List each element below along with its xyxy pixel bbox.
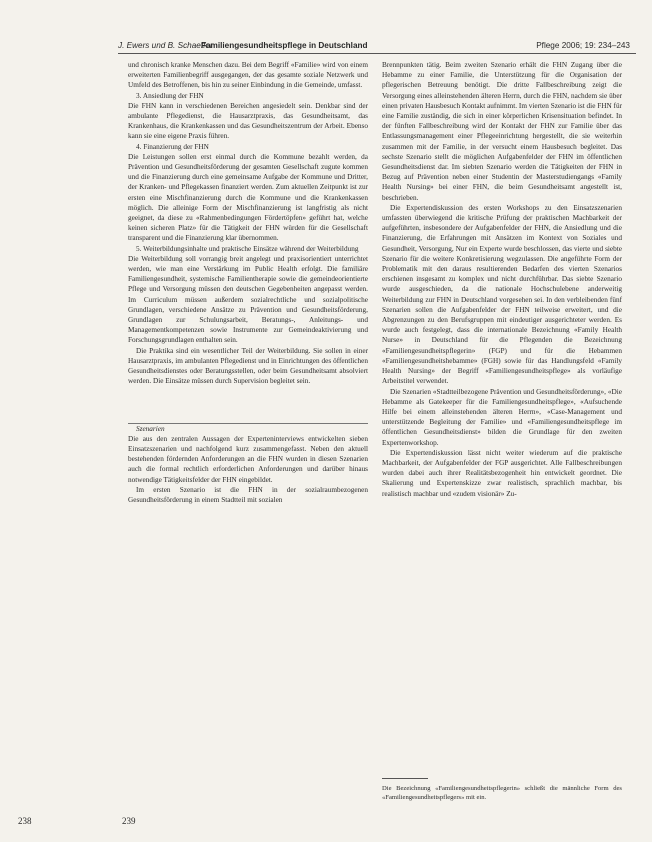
paragraph: Die Szenarien «Stadtteilbezogene Prävention und Gesundheitsförderung», «Die Hebamme als Gatekeeper für die Familiengesundheitspflege», «Aufsuchende Hilfe bei einem alleinstehenden älteren Herrn», «Case-Management und unterstützende Begleitung der Familie» und «Familiengesundheitspflege im öffentlichen Gesundheitsdienst» bilden die Grundlage für den zweiten Expertenworkshop. — [382, 387, 622, 447]
paragraph: Die Weiterbildung soll vorrangig breit angelegt und praxisorientiert unterrichtet werden, wie man eine Verstärkung im Public Health erfolgt. Die familiäre Familiengesundheit, systemische Familientherapie sowie die gemeindeorientierte Pflege und Versorgung müssen den deutschen Gegebenheiten angepasst werden. Im Curriculum müssen außerdem sozialrechtliche und sozialpolitische Grundlagen, verschiedene Ansätze zu Prävention und Gesundheitsförderung, Grundlagen zur Schulungsarbeit, Beratungs-, Anleitungs- und Managementkompetenzen sowie Instrumente zur Gemeindeaktivierung und Forschungsgrundlagen enthalten sein. — [128, 254, 368, 345]
page-number-inner: 239 — [122, 816, 136, 826]
paragraph: Die Expertendiskussion des ersten Workshops zu den Einsatzszenarien umfassten überwiegend die kritische Prüfung der praktischen Machbarkeit der aufgeführten, insbesondere der Aufgabenfelder der FHN, die Ansiedlung und die Finanzierung, die Erfahrungen mit Ansätzen im Kontext von Soziales und Gesundheit, Versorgung, Nur ein Experte wurde beschlossen, das vierte und siebte Szenario für die weitere Konkretisierung wegzulassen. Die angeführte Form der Problematik mit den daraus resultierenden Bedarfen des vierten Szenarios erschienen insgesamt zu komplex und nicht durchführbar. Das siebte Szenario wurde ausgeschieden, da die nationale Hochschulebene anderweitig Weiterbildung zur FHN in Deutschland vorgesehen sei. In den verbleibenden fünf Szenarien sollen die Aufgabenfelder der FHN teilweise erweitert, und die Abgrenzungen zu den Berufsgruppen mit eindeutiger ausgerichteter werden. Es wurde auch festgelegt, dass die internationale Bezeichnung «Family Health Nurse» in Deutschland für die Pflegenden die Bezeichnung «Familiengesundheitspflegerin» (FGP) und für die Hebammen «Familiengesundheitshebamme» (FGH) sowie für das Handlungsfeld «Family Health Nursing» der Begriff «Familiengesundheitspflege» als vorläufige Arbeitstitel verwendet. — [382, 203, 622, 386]
left-column — [128, 60, 368, 505]
header-title: Familiengesundheitspflege in Deutschland — [201, 41, 368, 50]
page-number-outer: 238 — [18, 816, 32, 826]
paragraph: Die Expertendiskussion lässt nicht weiter wiederum auf die praktische Machbarkeit, der Aufgabenfelder der FGP ausgerichtet. Alle Fallbeschreibungen wurden dabei auch ihrer Realitätsbezogenheit hin entwickelt geordnet. Die Skalierung und Expertenskizze zwar realistisch, sprachlich machbar, bis realistisch machbar und «zudem visionär» Zu- — [382, 448, 622, 498]
running-header — [118, 40, 638, 54]
header-journal: Pflege 2006; 19: 234–243 — [536, 41, 630, 50]
footnote-rule — [382, 778, 428, 779]
subheading-ansiedlung: 3. Ansiedlung der FHN — [136, 91, 204, 100]
paragraph: und chronisch kranke Menschen dazu. Bei dem Begriff «Familie» wird von einem erweiterten Familienbegriff ausgegangen, der das gesamte soziale Netzwerk und Umfeld des Betroffenen, bis hin zu seiner Einbindung in die Gemeinde, umfasst. — [128, 61, 368, 90]
paragraph: Die aus den zentralen Aussagen der Experteninterviews entwickelten sieben Einsatzszenarien und nachfolgend kurz zusammengefasst. Neben den aktuell bestehenden fördernden Anforderungen an die FHN wurden in diesen Szenarien auch die formal rechtlich erforderlichen Anforderungen und darüber hinaus notwendige Tätigkeitsfelder der FHN eingebildet. — [128, 434, 368, 484]
paragraph: Die FHN kann in verschiedenen Bereichen angesiedelt sein. Denkbar sind der ambulante Pflegedienst, die Hausarztpraxis, das Gesundheitsamt, das Krankenhaus, die Krankenkassen und das Gesundheitszentrum der Arbeit. Ebenso kann sie eine eigene Praxis führen. — [128, 101, 368, 141]
subheading-finanzierung: 4. Finanzierung der FHN — [136, 142, 209, 151]
right-column — [382, 60, 622, 499]
paragraph: Im ersten Szenario ist die FHN in der sozialraumbezogenen Gesundheitsförderung in einem Stadtteil mit sozialen — [128, 485, 368, 504]
footnote: Die Bezeichnung «Familiengesundheitspflegerin» schließt die männliche Form des «Familiengesundheitspflegers» mit ein. — [382, 785, 622, 802]
section-title: Szenarien — [136, 424, 165, 433]
paragraph: Die Praktika sind ein wesentlicher Teil der Weiterbildung. Sie sollen in einer Hausarztpraxis, im ambulanten Pflegedienst und in Einrichtungen des öffentlichen Gesundheitsdienstes oder Beratungsstellen, oder beim Gesundheitsamt absolviert werden. Die Einsätze müssen durch Supervision begleitet sein. — [128, 346, 368, 386]
header-authors: J. Ewers und B. Schaeffer — [118, 41, 213, 50]
header-rule — [118, 53, 636, 54]
paragraph: Die Leistungen sollen erst einmal durch die Kommune bezahlt werden, da Prävention und Gesundheitsförderung der gesamten Gesellschaft zugute kommen und die Finanzierung durch eine gemeinsame Aufgabe der Kommune und Dritter, der Kranken- und Pflegekassen finanziert werden. Zum aktuellen Zeitpunkt ist zur ersten eine Mischfinanzierung durch die Kommune und die Krankenkassen möglich. Die alleinige Form der Mischfinanzierung ist langfristig als nicht geeignet, da diese zu «Rahmenbedingungen Fördertöpfen» geführt hat, welche keinen sicheren Platz» für die Tätigkeit der FHN würden für die Gesellschaft transparent und die Finanzierung klar übernommen. — [128, 152, 368, 243]
paragraph: Brennpunkten tätig. Beim zweiten Szenario erhält die FHN Zugang über die Hebamme zu einer Familie, die Unterstützung für die Organisation der pflegerischen Betreuung benötigt. Die dritte Fallbeschreibung zeigt die Versorgung eines alleinstehenden älteren Herrn, durch die FHN, nachdem sie über einen privaten Hausbesuch Kontakt aufnimmt. Im vierten Szenario ist die FHN für eine Familie zuständig, die sich in einer körperlichen Krisensituation befindet. In der fünften Fallbeschreibung wird der Kontakt der FHN zur Familie über das Entlassungsmanagement einer Pflegeeinrichtung hergestellt, die sie weiterhin zusammen mit der Familie, in der versucht einem Hausbesuch begleitet. Das sechste Szenario stellt die möglichen Aufgabenfelder der FHN im öffentlichen Gesundheitsdienst dar. Im siebten Szenario werden die Tätigkeiten der FHN in Bezug auf Prävention neben einer Studentin der Masterstudiengangs «Family Health Nursing» bei einer FHN, die beim Gesundheitsamt angestellt ist, beschrieben. — [382, 61, 622, 202]
subheading-weiterbildung: 5. Weiterbildungsinhalte und praktische Einsätze während der Weiterbildung — [136, 244, 359, 253]
